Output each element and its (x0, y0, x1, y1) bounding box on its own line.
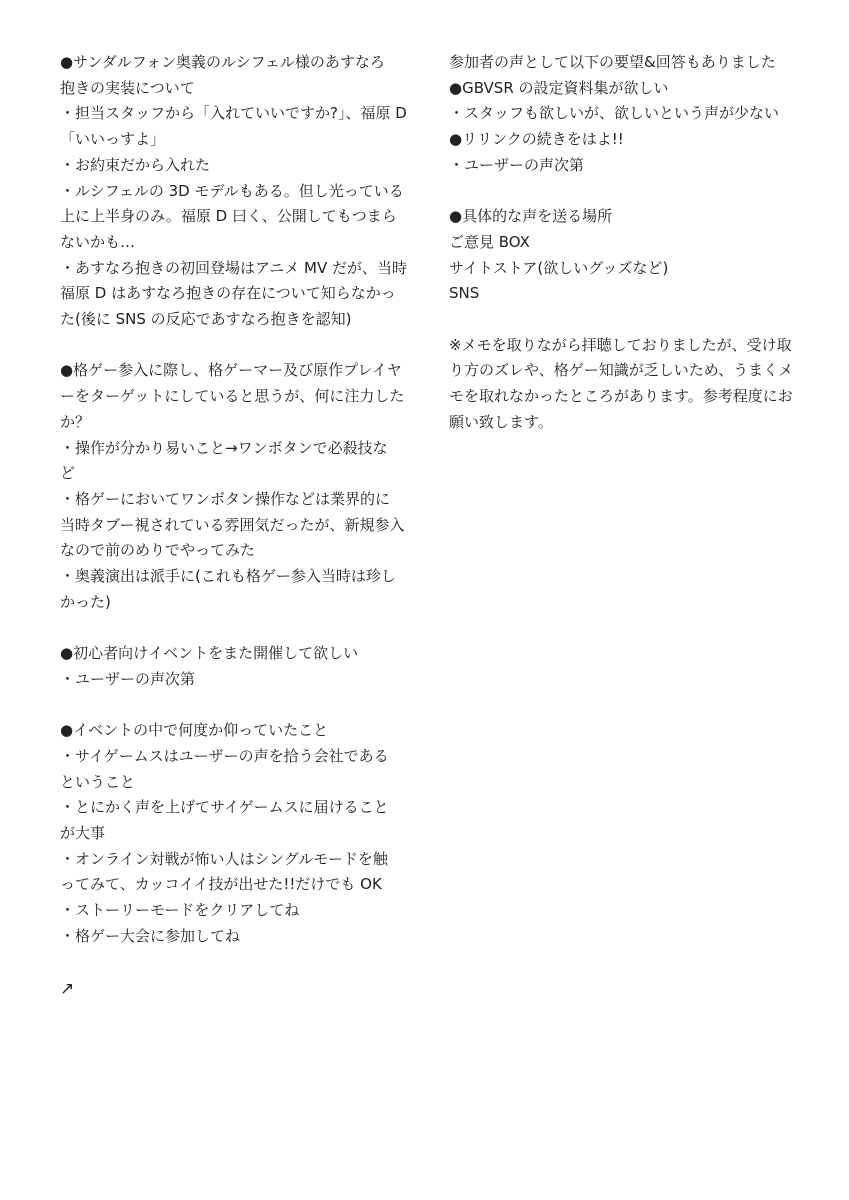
note-line: モを取れなかったところがあります。参考程度にお (449, 387, 793, 406)
section-heading: 抱きの実装について (60, 78, 195, 97)
spacer (60, 693, 402, 719)
bullet-line: ・サイゲームスはユーザーの声を拾う会社である (60, 746, 389, 765)
section-feedback-channels (449, 204, 791, 307)
spacer (60, 615, 402, 641)
bullet-line: ・格ゲーにおいてワンボタン操作などは業界的に (60, 489, 391, 508)
continue-arrow-icon: ↗ (60, 979, 75, 1000)
section-heading: か？ (60, 412, 91, 431)
section-heading: ●格ゲー参入に際し、格ゲーマー及び原作プレイヤ (60, 361, 402, 380)
text-line: 当時タブー視されている雰囲気だったが、新規参入 (60, 515, 405, 534)
section-heading: ●サンダルフォン奥義のルシフェル様のあすなろ (60, 53, 385, 71)
left-column (60, 50, 407, 1003)
bullet-line: ・ユーザーの声次第 (449, 155, 585, 174)
section-participant-requests (449, 50, 791, 179)
text-line: ないかも… (60, 232, 136, 251)
section-heading: ●初心者向けイベントをまた開催して欲しい (60, 644, 359, 663)
text-line: SNS (449, 284, 480, 303)
bullet-line: ・奥義演出は派手に(これも格ゲー参入当時は珍し (60, 567, 396, 586)
section-heading: ーをターゲットにしていると思うが、何に注力した (60, 387, 405, 406)
text-line: ってみて、カッコイイ技が出せた!!だけでも OK (60, 875, 382, 894)
bullet-line: ・オンライン対戦が怖い人はシングルモードを触 (60, 849, 388, 868)
bullet-line: ・あすなろ抱きの初回登場はアニメ MV だが、当時 (60, 258, 407, 277)
note-line: ※メモを取りながら拝聴しておりましたが、受け取 (449, 335, 792, 354)
text-line: ど (60, 464, 76, 483)
bullet-line: ・とにかく声を上げてサイゲームスに届けること (60, 798, 389, 817)
spacer (60, 950, 402, 976)
section-ascending-hug (60, 50, 407, 333)
bullet-line: ・お約束だから入れた (60, 155, 211, 174)
bullet-line: ・ルシフェルの 3D モデルもある。但し光っている (60, 181, 404, 200)
bullet-line: ・操作が分かり易いこと→ワンボタンで必殺技な (60, 438, 388, 457)
text-line: なので前のめりでやってみた (60, 541, 256, 560)
note-line: 願い致します。 (449, 412, 553, 431)
section-heading: ●具体的な声を送る場所 (449, 207, 613, 226)
bullet-line: ・スタッフも欲しいが、欲しいという声が少ない (449, 104, 780, 123)
spacer (449, 307, 791, 333)
section-heading: ●GBVSR の設定資料集が欲しい (449, 78, 669, 97)
right-column (449, 50, 794, 436)
bullet-line: ・ストーリーモードをクリアしてね (60, 901, 300, 920)
section-fighting-game-entry (60, 358, 405, 615)
bullet-line: ・ユーザーの声次第 (60, 669, 196, 688)
spacer (449, 179, 791, 205)
bullet-line: ・担当スタッフから「入れていいですか?」、福原 D (60, 104, 407, 123)
text-line: 福原 D はあすなろ抱きの存在について知らなかっ (60, 284, 396, 303)
text-line: ご意見 BOX (449, 232, 530, 251)
spacer (60, 333, 402, 359)
text-line: た(後に SNS の反応であすなろ抱きを認知) (60, 310, 352, 329)
text-line: かった) (60, 592, 111, 611)
text-line: 「いいっすよ」 (60, 130, 166, 149)
note-line: り方のズレや、格ゲー知識が乏しいため、うまくメ (449, 361, 794, 380)
text-line: サイトストア(欲しいグッズなど) (449, 258, 669, 277)
section-heading: ●リリンクの続きをはよ!! (449, 130, 624, 149)
section-repeated-messages (60, 718, 402, 949)
intro-line: 参加者の声として以下の要望&回答もありました (449, 53, 776, 71)
section-heading: ●イベントの中で何度か仰っていたこと (60, 721, 329, 740)
section-disclaimer-note (449, 333, 794, 436)
text-line: が大事 (60, 824, 106, 843)
text-line: 上に上半身のみ。福原 D 曰く、公開してもつまら (60, 207, 397, 226)
text-line: ということ (60, 772, 136, 791)
bullet-line: ・格ゲー大会に参加してね (60, 926, 241, 945)
section-beginner-event (60, 641, 402, 692)
